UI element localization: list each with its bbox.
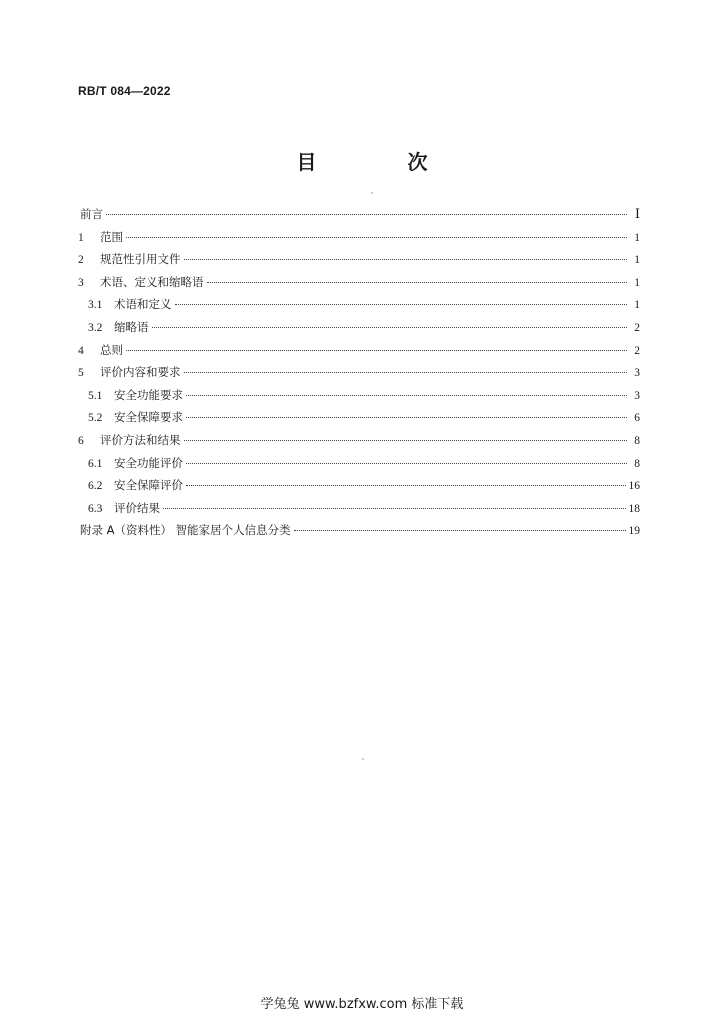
toc-entry-label: 安全功能要求 [114,387,183,402]
toc-entry-number: 6.2 [88,480,103,493]
toc-entry-number: 6.1 [88,457,103,470]
toc-entry-page: 1 [634,276,640,289]
toc-entry-label: 安全保障要求 [114,410,183,425]
toc-dot-leader [126,237,627,238]
toc-entry-label: 总则 [100,342,123,357]
toc-entry-number: 6.3 [88,502,103,515]
toc-entry-label: 评价内容和要求 [100,365,181,380]
scan-speck [362,758,364,760]
toc-entry-label: 评价结果 [114,500,160,515]
toc-dot-leader [126,350,627,351]
toc-dot-leader [184,440,628,441]
toc-dot-leader [294,530,626,531]
toc-entry-page: 1 [634,231,640,244]
toc-entry-label: 范围 [100,229,123,244]
toc-dot-leader [184,259,628,260]
toc-entry-label: 附录 A（资料性） 智能家居个人信息分类 [80,523,291,538]
toc-entry-label: 术语和定义 [114,297,172,312]
table-of-contents [78,206,640,545]
toc-entry-page: 3 [634,367,640,380]
toc-dot-leader [186,463,627,464]
toc-dot-leader [186,417,627,418]
toc-dot-leader [175,304,628,305]
toc-entry[interactable] [78,432,640,455]
toc-entry-label: 评价方法和结果 [100,432,181,447]
toc-entry-page: 19 [628,525,640,538]
toc-title: 目 次 [296,150,470,174]
toc-entry-page: Ⅰ [634,206,640,221]
toc-entry[interactable] [78,409,640,432]
toc-entry-label: 术语、定义和缩略语 [100,274,204,289]
toc-entry-page: 18 [628,502,640,515]
toc-entry[interactable] [78,387,640,410]
toc-entry[interactable] [78,500,640,523]
toc-entry-number: 3 [78,276,84,289]
toc-entry[interactable] [78,251,640,274]
toc-entry[interactable] [78,364,640,387]
toc-entry[interactable] [78,274,640,297]
toc-entry-number: 3.1 [88,299,103,312]
toc-entry[interactable] [78,522,640,545]
toc-dot-leader [106,214,627,215]
toc-entry-number: 5.2 [88,412,103,425]
toc-entry-label: 安全保障评价 [114,478,183,493]
toc-entry-number: 3.2 [88,321,103,334]
toc-entry-label: 规范性引用文件 [100,252,181,267]
toc-entry[interactable] [78,342,640,365]
document-id: RB/T 084—2022 [78,84,171,98]
toc-entry[interactable] [78,229,640,252]
toc-dot-leader [186,485,626,486]
toc-entry-page: 8 [634,434,640,447]
toc-entry-number: 2 [78,254,84,267]
toc-entry-page: 8 [634,457,640,470]
toc-entry-number: 5.1 [88,389,103,402]
toc-dot-leader [207,282,628,283]
toc-dot-leader [186,395,627,396]
toc-entry[interactable] [78,455,640,478]
footer-watermark: 学兔兔 www.bzfxw.com 标准下载 [260,997,464,1012]
toc-entry[interactable] [78,296,640,319]
toc-dot-leader [184,372,628,373]
toc-entry-number: 4 [78,344,84,357]
toc-dot-leader [152,327,628,328]
toc-entry-label: 安全功能评价 [114,455,183,470]
toc-entry-page: 1 [634,299,640,312]
toc-entry-number: 1 [78,231,84,244]
toc-entry-page: 2 [634,321,640,334]
scan-speck [371,192,373,194]
toc-entry-page: 16 [628,480,640,493]
toc-entry-label: 缩略语 [114,319,149,334]
toc-entry-number: 5 [78,367,84,380]
toc-entry-page: 6 [634,412,640,425]
toc-entry-page: 3 [634,389,640,402]
toc-dot-leader [163,508,626,509]
toc-entry-page: 2 [634,344,640,357]
toc-entry[interactable] [78,206,640,229]
toc-entry[interactable] [78,477,640,500]
toc-entry-label: 前言 [80,207,103,221]
toc-entry-page: 1 [634,254,640,267]
toc-entry-number: 6 [78,434,84,447]
toc-entry[interactable] [78,319,640,342]
